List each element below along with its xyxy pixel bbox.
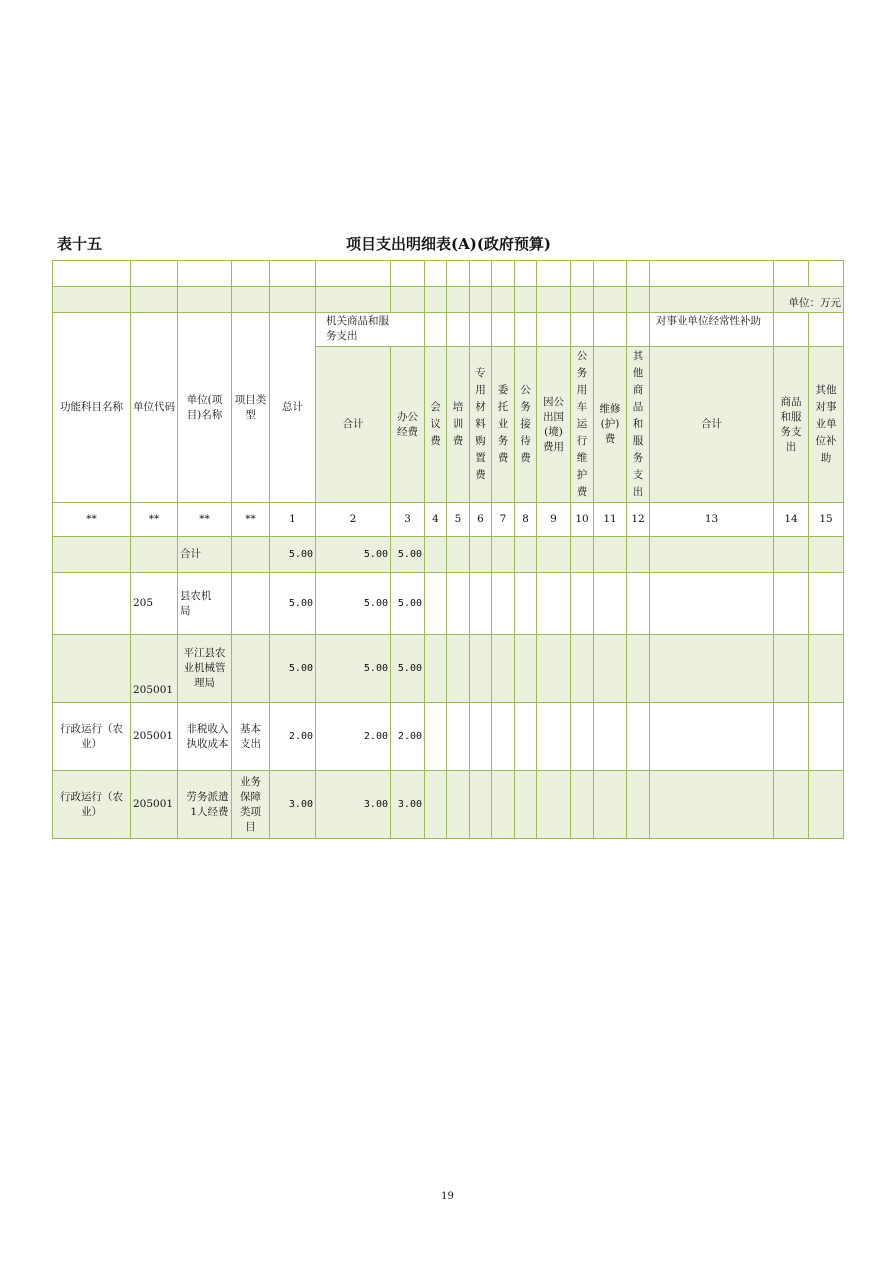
index-cell: 5 xyxy=(447,503,470,537)
cell-office: 2.00 xyxy=(391,703,425,771)
cell-type: 基本支出 xyxy=(232,703,270,771)
page-title: 项目支出明细表(A)(政府预算) xyxy=(346,235,552,253)
cell-subtotal: 5.00 xyxy=(316,573,391,635)
col-total: 总计 xyxy=(270,313,316,503)
cell-code xyxy=(131,537,178,573)
index-cell: 10 xyxy=(571,503,594,537)
col-group-subsidy: 对事业单位经常性补助 xyxy=(650,313,774,347)
index-cell: 4 xyxy=(425,503,447,537)
cell-name: 平江县农业机械管理局 xyxy=(178,635,232,703)
col-abroad: 因公出国(境)费用 xyxy=(537,347,571,503)
col-reception: 公务接待费 xyxy=(515,347,537,503)
table-row xyxy=(53,771,844,839)
cell-type: 业务保障类项目 xyxy=(232,771,270,839)
page-number: 19 xyxy=(441,1191,454,1202)
col-group-goods: 机关商品和服务支出 xyxy=(316,313,425,347)
col-materials: 专用材料购置费 xyxy=(470,347,492,503)
col-repair: 维修(护)费 xyxy=(594,347,627,503)
col-training: 培训费 xyxy=(447,347,470,503)
index-cell: 6 xyxy=(470,503,492,537)
index-cell: 2 xyxy=(316,503,391,537)
index-cell: 7 xyxy=(492,503,515,537)
cell-subtotal: 2.00 xyxy=(316,703,391,771)
cell-total: 3.00 xyxy=(270,771,316,839)
col-other-goods: 其他商品和服务支出 xyxy=(627,347,650,503)
col-subtotal-2: 合计 xyxy=(650,347,774,503)
index-row xyxy=(53,503,844,537)
cell-office: 5.00 xyxy=(391,537,425,573)
cell-total: 5.00 xyxy=(270,573,316,635)
col-func-name: 功能科目名称 xyxy=(53,313,131,503)
table-row xyxy=(53,703,844,771)
cell-type xyxy=(232,573,270,635)
index-cell: 14 xyxy=(774,503,809,537)
unit-row xyxy=(53,287,844,313)
col-entrusted: 委托业务费 xyxy=(492,347,515,503)
cell-subtotal: 5.00 xyxy=(316,537,391,573)
col-vehicle: 公务用车运行维护费 xyxy=(571,347,594,503)
col-subtotal: 合计 xyxy=(316,347,391,503)
cell-subtotal: 5.00 xyxy=(316,635,391,703)
col-meeting: 会议费 xyxy=(425,347,447,503)
index-cell: ** xyxy=(53,503,131,537)
cell-name: 非税收入执收成本 xyxy=(178,703,232,771)
cell-name: 县农机局 xyxy=(178,573,232,635)
blank-row xyxy=(53,261,844,287)
index-cell: ** xyxy=(131,503,178,537)
table-number: 表十五 xyxy=(57,235,103,253)
table-row xyxy=(53,635,844,703)
cell-office: 3.00 xyxy=(391,771,425,839)
budget-table xyxy=(52,260,844,839)
col-unit-code: 单位代码 xyxy=(131,313,178,503)
cell-code: 205 xyxy=(131,573,178,635)
cell-type xyxy=(232,537,270,573)
col-goods-services: 商品和服务支出 xyxy=(774,347,809,503)
cell-office: 5.00 xyxy=(391,573,425,635)
index-cell: 8 xyxy=(515,503,537,537)
col-unit-name: 单位(项目)名称 xyxy=(178,313,232,503)
col-other-subsidy: 其他对事业单位补助 xyxy=(809,347,844,503)
cell-code: 205001 xyxy=(131,771,178,839)
cell-func xyxy=(53,573,131,635)
col-item-type: 项目类型 xyxy=(232,313,270,503)
cell-func xyxy=(53,537,131,573)
cell-func xyxy=(53,635,131,703)
index-cell: 15 xyxy=(809,503,844,537)
index-cell: 1 xyxy=(270,503,316,537)
table-row xyxy=(53,573,844,635)
cell-code: 205001 xyxy=(131,703,178,771)
cell-office: 5.00 xyxy=(391,635,425,703)
cell-total: 2.00 xyxy=(270,703,316,771)
cell-type xyxy=(232,635,270,703)
table-row xyxy=(53,537,844,573)
cell-code: 205001 xyxy=(131,635,178,703)
index-cell: ** xyxy=(178,503,232,537)
cell-total: 5.00 xyxy=(270,537,316,573)
unit-label: 单位：万元 xyxy=(774,287,844,313)
index-cell: 13 xyxy=(650,503,774,537)
cell-total: 5.00 xyxy=(270,635,316,703)
index-cell: ** xyxy=(232,503,270,537)
index-cell: 9 xyxy=(537,503,571,537)
cell-func: 行政运行（农业） xyxy=(53,771,131,839)
header-row-1 xyxy=(53,313,844,347)
cell-name: 劳务派遣1人经费 xyxy=(178,771,232,839)
cell-subtotal: 3.00 xyxy=(316,771,391,839)
index-cell: 3 xyxy=(391,503,425,537)
cell-func: 行政运行（农业） xyxy=(53,703,131,771)
cell-name: 合计 xyxy=(178,537,232,573)
index-cell: 12 xyxy=(627,503,650,537)
col-office: 办公经费 xyxy=(391,347,425,503)
index-cell: 11 xyxy=(594,503,627,537)
